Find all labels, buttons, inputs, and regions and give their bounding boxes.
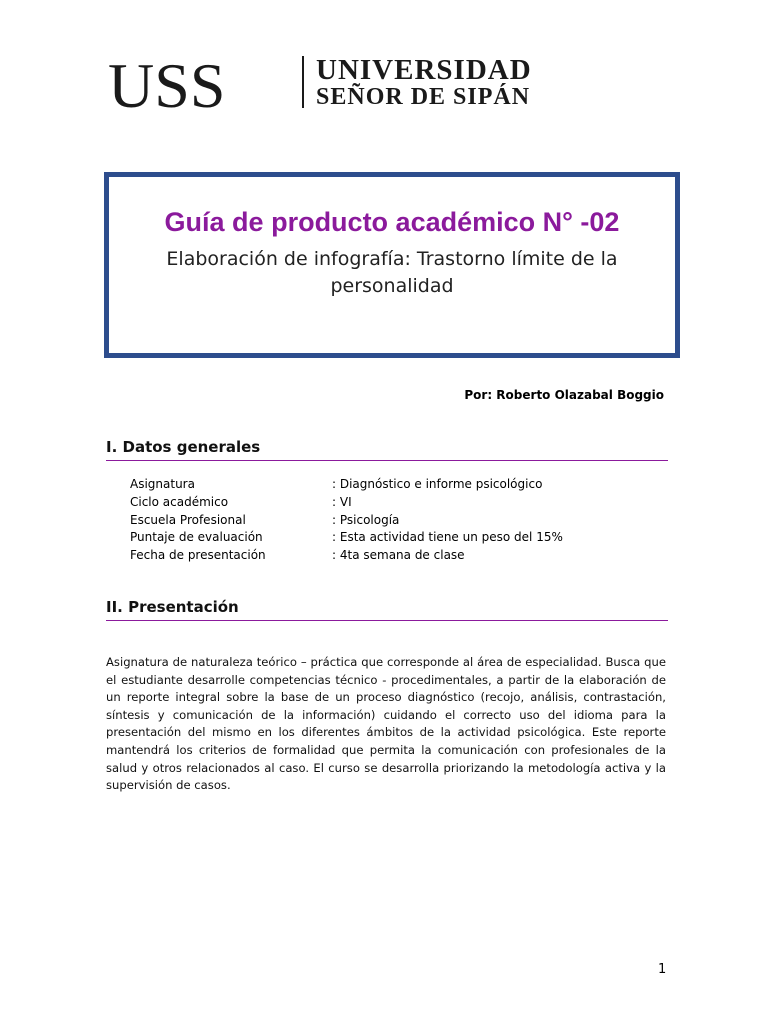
info-value: : Diagnóstico e informe psicológico <box>332 477 543 491</box>
university-logo <box>108 50 532 121</box>
info-row <box>130 512 563 530</box>
document-title: Guía de producto académico N° -02 <box>164 207 620 237</box>
info-label: Asignatura <box>130 477 195 491</box>
presentation-paragraph: Asignatura de naturaleza teórico – práctica que corresponde al área de especialidad. Busca que el estudiante desarrolle competencias técnico - procedimentales, a partir de la elaboración de un reporte integral sobre la base de un proceso diagnóstico (recojo, análisis, contrastación, síntesis y comunicación de la información) cuidando el correcto uso del idioma para la presentación del mismo en los diferentes ámbitos de la actividad psicológica. Este reporte mantendrá los criterios de formalidad que permita la comunicación con profesionales de la salud y otros relacionados al caso. El curso se desarrolla priorizando la metodología activa y la supervisión de casos. <box>106 655 666 793</box>
info-label: Ciclo académico <box>130 494 229 509</box>
logo-name-text: SEÑOR DE SIPÁN <box>316 84 531 110</box>
general-data-table <box>130 476 563 565</box>
info-value: : Esta actividad tiene un peso del 15% <box>332 530 563 545</box>
logo-mark-text: USS <box>108 50 226 121</box>
title-box <box>104 172 680 358</box>
logo-divider <box>302 56 304 108</box>
section-heading-presentacion: II. Presentación <box>106 598 668 621</box>
document-subtitle: Elaboración de infografía: Trastorno límite de la personalidad <box>166 248 618 297</box>
info-value: : VI <box>332 494 352 509</box>
info-label: Puntaje de evaluación <box>130 530 263 545</box>
page-number: 1 <box>658 962 667 977</box>
info-value: : Psicología <box>332 512 400 527</box>
info-row <box>130 529 563 547</box>
info-label: Fecha de presentación <box>130 548 266 563</box>
info-value: : 4ta semana de clase <box>332 548 465 563</box>
info-row <box>130 547 563 565</box>
author-line: Por: Roberto Olazabal Boggio <box>464 388 664 402</box>
info-label: Escuela Profesional <box>130 512 246 527</box>
uss-logo-mark <box>108 50 226 121</box>
section-heading-datos-generales: I. Datos generales <box>106 438 668 461</box>
logo-university-text: UNIVERSIDAD <box>316 54 532 86</box>
info-row <box>130 476 563 494</box>
info-row <box>130 494 563 512</box>
